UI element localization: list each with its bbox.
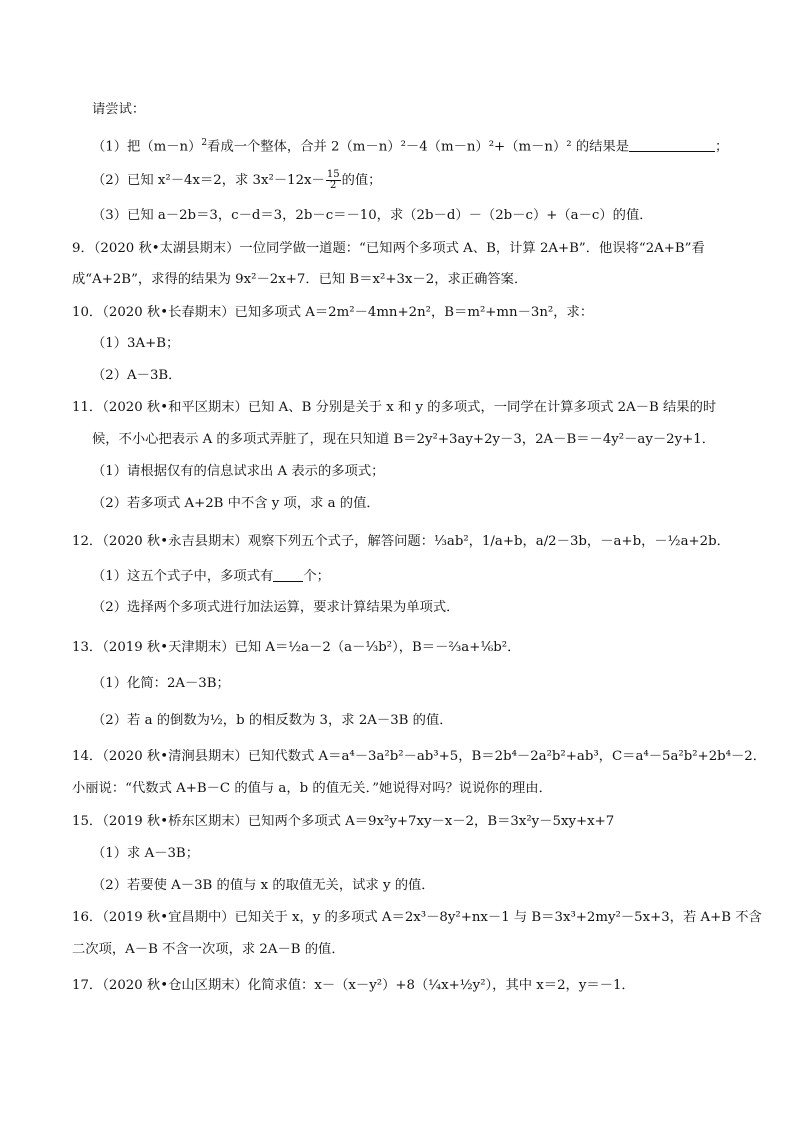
problem-13-sub-1: （1）化简：2A－3B； (92, 676, 230, 691)
try-item-1-post: 看成一个整体，合并 2（m－n）²－4（m－n）²+（m－n）² 的结果是 (207, 139, 630, 155)
problem-12-sub-2: （2）选择两个多项式进行加法运算，要求计算结果为单项式． (92, 600, 460, 615)
problem-13-sub-2: （2）若 a 的倒数为½，b 的相反数为 3，求 2A－3B 的值． (92, 713, 453, 728)
problem-10-sub-1: （1）3A+B； (92, 336, 180, 351)
problem-11-line-1: 11．（2020 秋•和平区期末）已知 A、B 分别是关于 x 和 y 的多项式，一同学在计算多项式 2A－B 结果的时 (72, 400, 717, 415)
problem-10-sub-2: （2）A－3B． (92, 368, 182, 383)
try-item-1 (92, 133, 728, 157)
problem-13-line-1: 13．（2019 秋•天津期末）已知 A＝½a－2（a－⅓b²），B＝－⅔a+⅙b²． (72, 640, 521, 655)
fraction (326, 170, 341, 191)
answer-blank[interactable] (629, 137, 715, 152)
try-item-2-post: 的值； (341, 173, 382, 188)
try-item-1-text: （1）把（m－n） (92, 139, 202, 155)
problem-11-line-2: 候，不小心把表示 A 的多项式弄脏了，现在只知道 B＝2y²+3ay+2y－3，2A－B＝－4y²－ay－2y+1． (92, 432, 716, 447)
problem-9-line-2: 成“A+2B”，求得的结果为 9x²－2x+7．已知 B＝x²+3x－2，求正确答案． (72, 272, 528, 287)
problem-16-line-2: 二次项，A－B 不含一次项，求 2A－B 的值． (72, 942, 345, 957)
problem-12-sub-1 (92, 567, 330, 587)
problem-11-sub-1: （1）请根据仅有的信息试求出 A 表示的多项式； (92, 464, 385, 479)
problem-12-sub-1-tail: 个； (303, 569, 330, 584)
problem-10-line-1: 10．（2020 秋•长春期末）已知多项式 A＝2m²－4mn+2n²，B＝m²+mn－3n²，求： (72, 305, 594, 320)
problem-15-sub-1: （1）求 A－3B； (92, 846, 200, 861)
try-item-1-tail: ； (715, 139, 729, 155)
intro-text: 请尝试： (92, 102, 146, 117)
problem-16-line-1: 16．（2019 秋•宜昌期中）已知关于 x，y 的多项式 A＝2x³－8y²+nx－1 与 B＝3x³+2my²－5x+3，若 A+B 不含 (72, 910, 762, 925)
try-item-3: （3）已知 a－2b＝3，c－d＝3，2b－c＝－10，求（2b－d）－（2b－c）+（a－c）的值． (92, 208, 653, 223)
problem-11-sub-2: （2）若多项式 A+2B 中不含 y 项，求 a 的值． (92, 496, 380, 511)
try-item-1-sup: 2 (201, 138, 208, 148)
problem-14-line-2: 小丽说：“代数式 A+B－C 的值与 a，b 的值无关．”她说得对吗？说说你的理由． (72, 781, 552, 796)
problem-12-line-1: 12．（2020 秋•永吉县期末）观察下列五个式子，解答问题：⅓ab²，1/a+b，a/2－3b，－a+b，－½a+2b． (72, 534, 730, 549)
problem-15-line-1: 15．（2019 秋•桥东区期末）已知两个多项式 A＝9x²y+7xy－x－2，B＝3x²y－5xy+x+7 (72, 814, 615, 829)
try-item-2-text: （2）已知 x²－4x＝2，求 3x²－12x－ (92, 173, 325, 188)
problem-14-line-1: 14．（2020 秋•清涧县期末）已知代数式 A＝a⁴－3a²b²－ab³+5，B＝2b⁴－2a²b²+ab³，C＝a⁴－5a²b²+2b⁴－2． (72, 749, 767, 764)
try-item-2 (92, 170, 381, 191)
fraction-numerator: 15 (326, 169, 340, 180)
problem-15-sub-2: （2）若要使 A－3B 的值与 x 的取值无关，试求 y 的值． (92, 878, 435, 893)
answer-blank[interactable] (273, 567, 303, 582)
problem-12-sub-1-text: （1）这五个式子中，多项式有 (92, 569, 274, 584)
problem-9-line-1: 9．（2020 秋•太湖县期末）一位同学做一道题：“已知两个多项式 A、B，计算 2A+B”．他误将“2A+B”看 (72, 241, 705, 256)
problem-17-line-1: 17．（2020 秋•仓山区期末）化简求值：x－（x－y²）+8（¼x+½y²），其中 x＝2，y＝－1． (72, 978, 635, 993)
fraction-denominator: 2 (330, 180, 337, 191)
